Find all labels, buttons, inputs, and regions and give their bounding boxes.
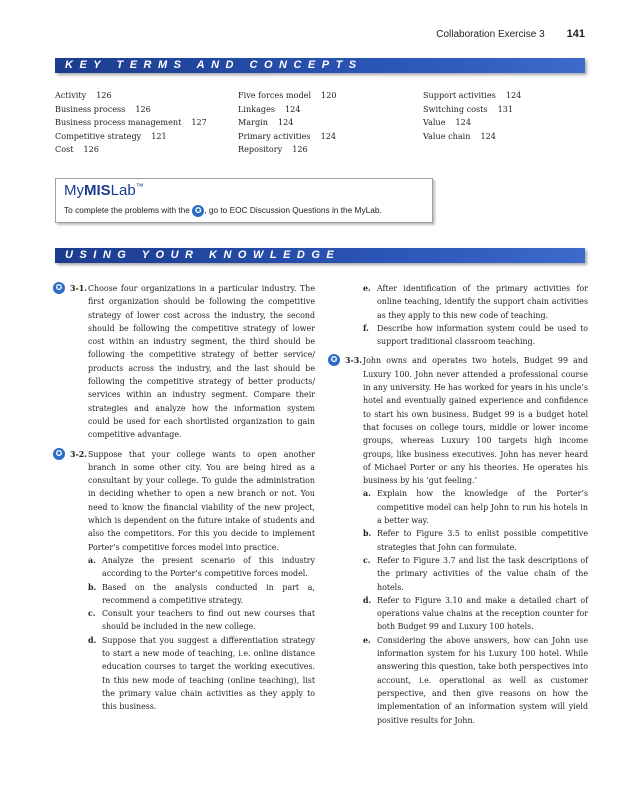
- sub-question: a. Analyze the present scenario of this industry according to the Porter’s competitive forces model.: [88, 555, 315, 579]
- key-terms-column-3: [423, 89, 521, 143]
- sub-question: d. Suppose that you suggest a differentiation strategy to start a new mode of teaching, i.e. online distance education courses to target the working executives. In this new mode of teaching (online teaching), list the primary value chain activities as they apply to this business.: [88, 635, 315, 712]
- question-3-3: ✪ 3-3. John owns and operates two hotels, Budget 99 and Luxury 100. John never attended a professional course in any university. He has worked for years in his uncle’s hotel and eventually gained experience and confidence to start his own business. Budget 99 is a budget hotel that focuses on college tours, middle or lower income groups, whereas Luxury 100 targets high income groups, like business executives. John has never heard of Michael Porter or any his theories. He operates his business by his ‘gut feeling.’ a. Explain how the knowledge of the Porter’s competitive model can help John to run his hotels in a better way. b. Refer to Figure 3.5 to enlist possible competitive strategies that John can formulate. c. Refer to Figure 3.7 and list the task descriptions of the primary activities of the value chain of the hotels. d. Refer to Figure 3.10 and make a detailed chart of operations value chains at the reception counter for both Budget 99 and Luxury 100 hotels. e. Considering the above answers, how can John use information system for his Luxury 100 hotel. While answering this question, take both perspectives into account, i.e. operational as well as customer perspective, and then give reasons on how the implementation of an information system will yield positive results for John.: [330, 354, 588, 726]
- key-term: Competitive strategy 121: [55, 130, 167, 141]
- question-3-2: ✪ 3-2. Suppose that your college wants to open another branch in some other city. You are being hired as a consultant by your college. To guide the administration in deciding whether to open a new branch or not. You need to know the financial viability of the new project, which is dependent on the future intake of students and also the competitors. For this you decide to implement Porter’s competitive forces model into practice. a. Analyze the present scenario of this industry according to the Porter’s competitive forces model. b. Based on the analysis conducted in part a, recommend a competitive strategy. c. Consult your teachers to find out new courses that should be included in the new college. d. Suppose that you suggest a differentiation strategy to start a new mode of teaching, i.e. online distance education courses to target the working executives. In this new mode of teaching (online teaching), list the primary value chain activities as they apply to this business.: [55, 448, 315, 714]
- star-icon: ✪: [53, 282, 65, 294]
- star-icon: ✪: [328, 354, 340, 366]
- sub-question: c. Refer to Figure 3.7 and list the task descriptions of the primary activities of the value chain of the hotels.: [363, 555, 588, 592]
- key-term: Cost 126: [55, 144, 99, 155]
- mymislab-box: [55, 178, 433, 223]
- star-icon: ✪: [192, 205, 204, 217]
- sub-question: e. After identification of the primary activities for online teaching, identify the support chain activities as they apply to this new code of teaching.: [363, 284, 588, 320]
- key-term: Five forces model 120: [238, 90, 337, 100]
- mymislab-instruction: To complete the problems with the ✪ , go to EOC Discussion Questions in the MyLab.: [64, 205, 382, 216]
- key-terms-column-2: [238, 89, 337, 157]
- key-terms-title: KEY TERMS AND CONCEPTS: [65, 59, 363, 71]
- key-term: Margin 124: [238, 117, 294, 128]
- key-term: Activity 126: [55, 90, 112, 100]
- key-term: Primary activities 124: [238, 130, 337, 141]
- sub-question: f. Describe how information system could be used to support traditional classroom teaching.: [363, 323, 588, 347]
- question-text: Choose four organizations in a particular industry. The first organization should be following the competitive strategy of lower cost across the industry, the second should be following the competitive strategy of lower cost within an industry segment, the third should be following the competitive strategy of better service/ products across the industry, and the last should be following the competitive strategy of better products/ services within an industry segment. Compare their strategies and analyze how the information system could be used for each shortlisted organization to gain competitive advantage.: [88, 284, 315, 440]
- using-knowledge-title: USING YOUR KNOWLEDGE: [65, 249, 341, 261]
- running-title: Collaboration Exercise 3: [436, 29, 545, 40]
- key-term: Business process management 127: [55, 117, 207, 128]
- key-term: Value chain 124: [423, 130, 496, 141]
- key-term: Support activities 124: [423, 90, 522, 100]
- question-3-1: ✪ 3-1. Choose four organizations in a particular industry. The first organization should be following the competitive strategy of lower cost across the industry, the second should be following the competitive strategy of lower cost within an industry segment, the third should be following the competitive strategy of better service/ products across the industry, and the last should be following the competitive strategy of better products/ services within an industry segment. Compare their strategies and analyze how the information system could be used for each shortlisted organization to gain competitive advantage.: [55, 282, 315, 442]
- key-terms-banner: [55, 58, 585, 73]
- left-column: [55, 282, 315, 720]
- key-term: Linkages 124: [238, 103, 301, 114]
- running-head: [436, 28, 585, 40]
- key-terms-column-1: [55, 89, 207, 157]
- sub-question: b. Refer to Figure 3.5 to enlist possible competitive strategies that John can formulate.: [363, 529, 588, 552]
- question-text: Suppose that your college wants to open another branch in some other city. You are being hired as a consultant by your college. To guide the administration in deciding whether to open a new branch or not. You need to know the financial viability of the new project, which is dependent on the future intake of students and also the competitors. For this you decide to implement Porter’s competitive forces model into practice.: [88, 449, 315, 552]
- sub-question: d. Refer to Figure 3.10 and make a detailed chart of operations value chains at the reception counter for both Budget 99 and Luxury 100 hotels.: [363, 595, 588, 632]
- sub-question: c. Consult your teachers to find out new courses that should be included in the new college.: [88, 609, 315, 632]
- sub-question: b. Based on the analysis conducted in part a, recommend a competitive strategy.: [88, 582, 315, 605]
- key-term: Repository 126: [238, 144, 308, 155]
- key-term: Value 124: [423, 117, 471, 128]
- star-icon: ✪: [53, 448, 65, 460]
- question-3-2-continued: [363, 282, 588, 348]
- using-knowledge-banner: [55, 248, 585, 263]
- key-term: Business process 126: [55, 103, 151, 114]
- sub-question: a. Explain how the knowledge of the Porter’s competitive model can help John to run his hotels in a better way.: [363, 489, 588, 526]
- right-column: [330, 282, 588, 733]
- sub-question: e. Considering the above answers, how can John use information system for his Luxury 100 hotel. While answering this question, take both perspectives into account, i.e. operational as well as customer perspective, and then give reasons on how the implementation of an information system will yield positive results for John.: [363, 635, 588, 725]
- page-number: 141: [566, 28, 585, 40]
- question-text: John owns and operates two hotels, Budget 99 and Luxury 100. John never attended a professional course in any university. He has worked for years in his uncle’s hotel and eventually gained experience and confidence to start his own business. Budget 99 is a budget hotel that focuses on college tours, middle or lower income groups, whereas Luxury 100 targets high income groups, like business executives. John has never heard of Michael Porter or any his theories. He operates his business by his ‘gut feeling.’: [363, 356, 588, 486]
- key-term: Switching costs 131: [423, 103, 514, 114]
- mymislab-logo: MyMISLab™: [64, 182, 144, 199]
